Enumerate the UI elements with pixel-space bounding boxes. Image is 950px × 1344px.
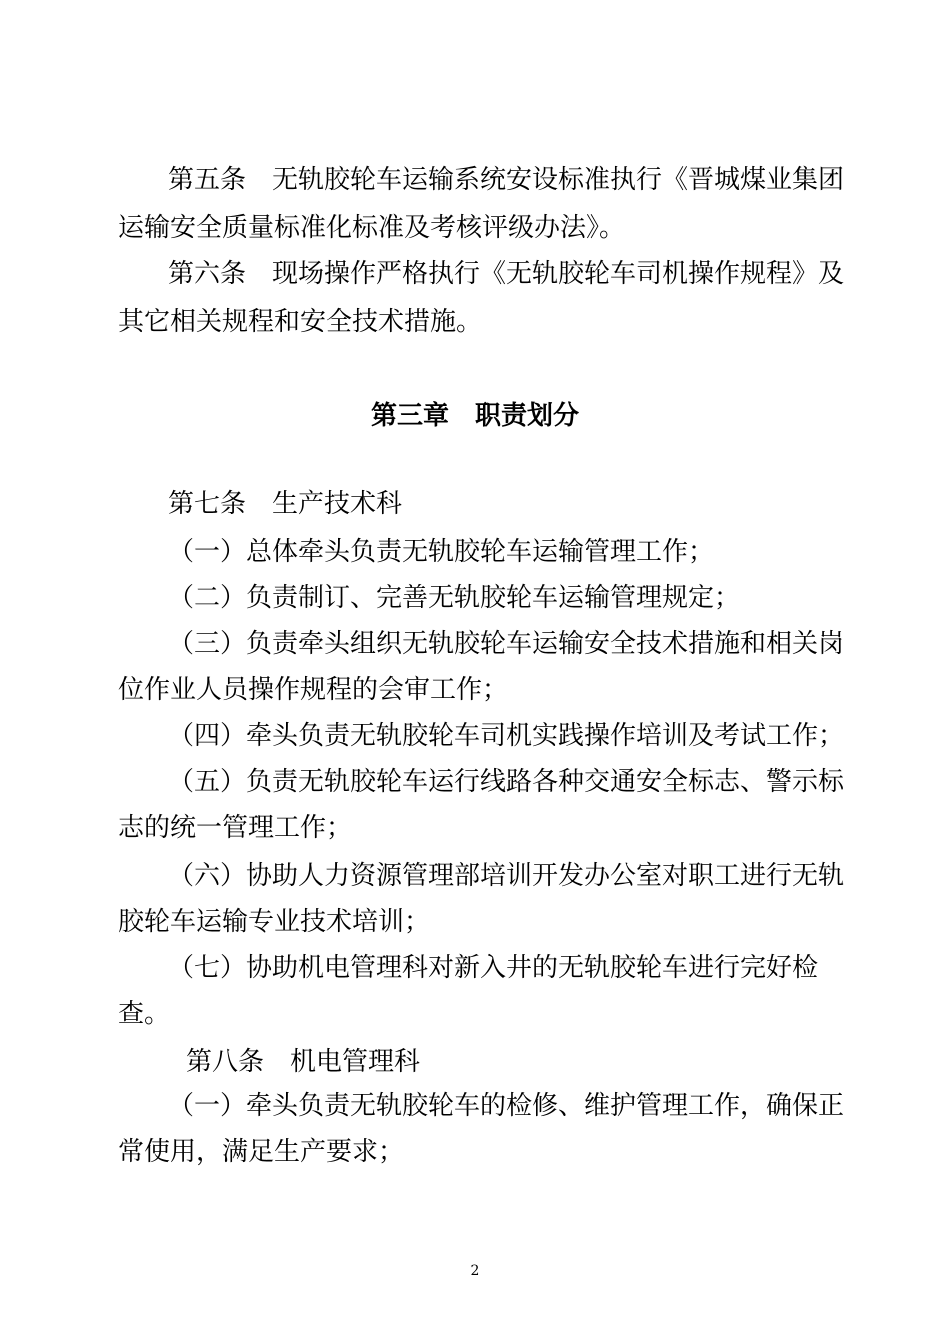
article-7-item-continued: 位作业人员操作规程的会审工作； — [118, 675, 509, 705]
article-7-item: （四）牵头负责无轨胶轮车司机实践操作培训及考试工作； — [168, 721, 845, 751]
article-8-title: 第八条 机电管理科 — [186, 1047, 421, 1077]
article-7-item-continued: 胶轮车运输专业技术培训； — [118, 907, 431, 937]
article-7-item: （三）负责牵头组织无轨胶轮车运输安全技术措施和相关岗 — [168, 629, 845, 659]
article-5-line-2: 运输安全质量标准化标准及考核评级办法》。 — [118, 213, 626, 243]
article-7-item-continued: 查。 — [118, 999, 171, 1029]
article-7-item: （七）协助机电管理科对新入井的无轨胶轮车进行完好检 — [168, 953, 819, 983]
article-6-line-2: 其它相关规程和安全技术措施。 — [118, 307, 483, 337]
chapter-heading: 第三章 职责划分 — [370, 401, 579, 431]
article-7-item: （一）总体牵头负责无轨胶轮车运输管理工作； — [168, 537, 715, 567]
article-8-item: （一）牵头负责无轨胶轮车的检修、维护管理工作，确保正 — [168, 1091, 845, 1121]
article-7-item: （五）负责无轨胶轮车运行线路各种交通安全标志、警示标 — [168, 767, 845, 797]
article-7-item: （六）协助人力资源管理部培训开发办公室对职工进行无轨 — [168, 861, 845, 891]
article-7-title: 第七条 生产技术科 — [168, 489, 403, 519]
article-5-line-1: 第五条 无轨胶轮车运输系统安设标准执行《晋城煤业集团 — [168, 165, 845, 195]
page-number: 2 — [470, 1263, 480, 1279]
article-7-item: （二）负责制订、完善无轨胶轮车运输管理规定； — [168, 583, 741, 613]
article-7-item-continued: 志的统一管理工作； — [118, 813, 353, 843]
article-8-item-continued: 常使用，满足生产要求； — [118, 1137, 405, 1167]
article-6-line-1: 第六条 现场操作严格执行《无轨胶轮车司机操作规程》及 — [168, 259, 845, 289]
